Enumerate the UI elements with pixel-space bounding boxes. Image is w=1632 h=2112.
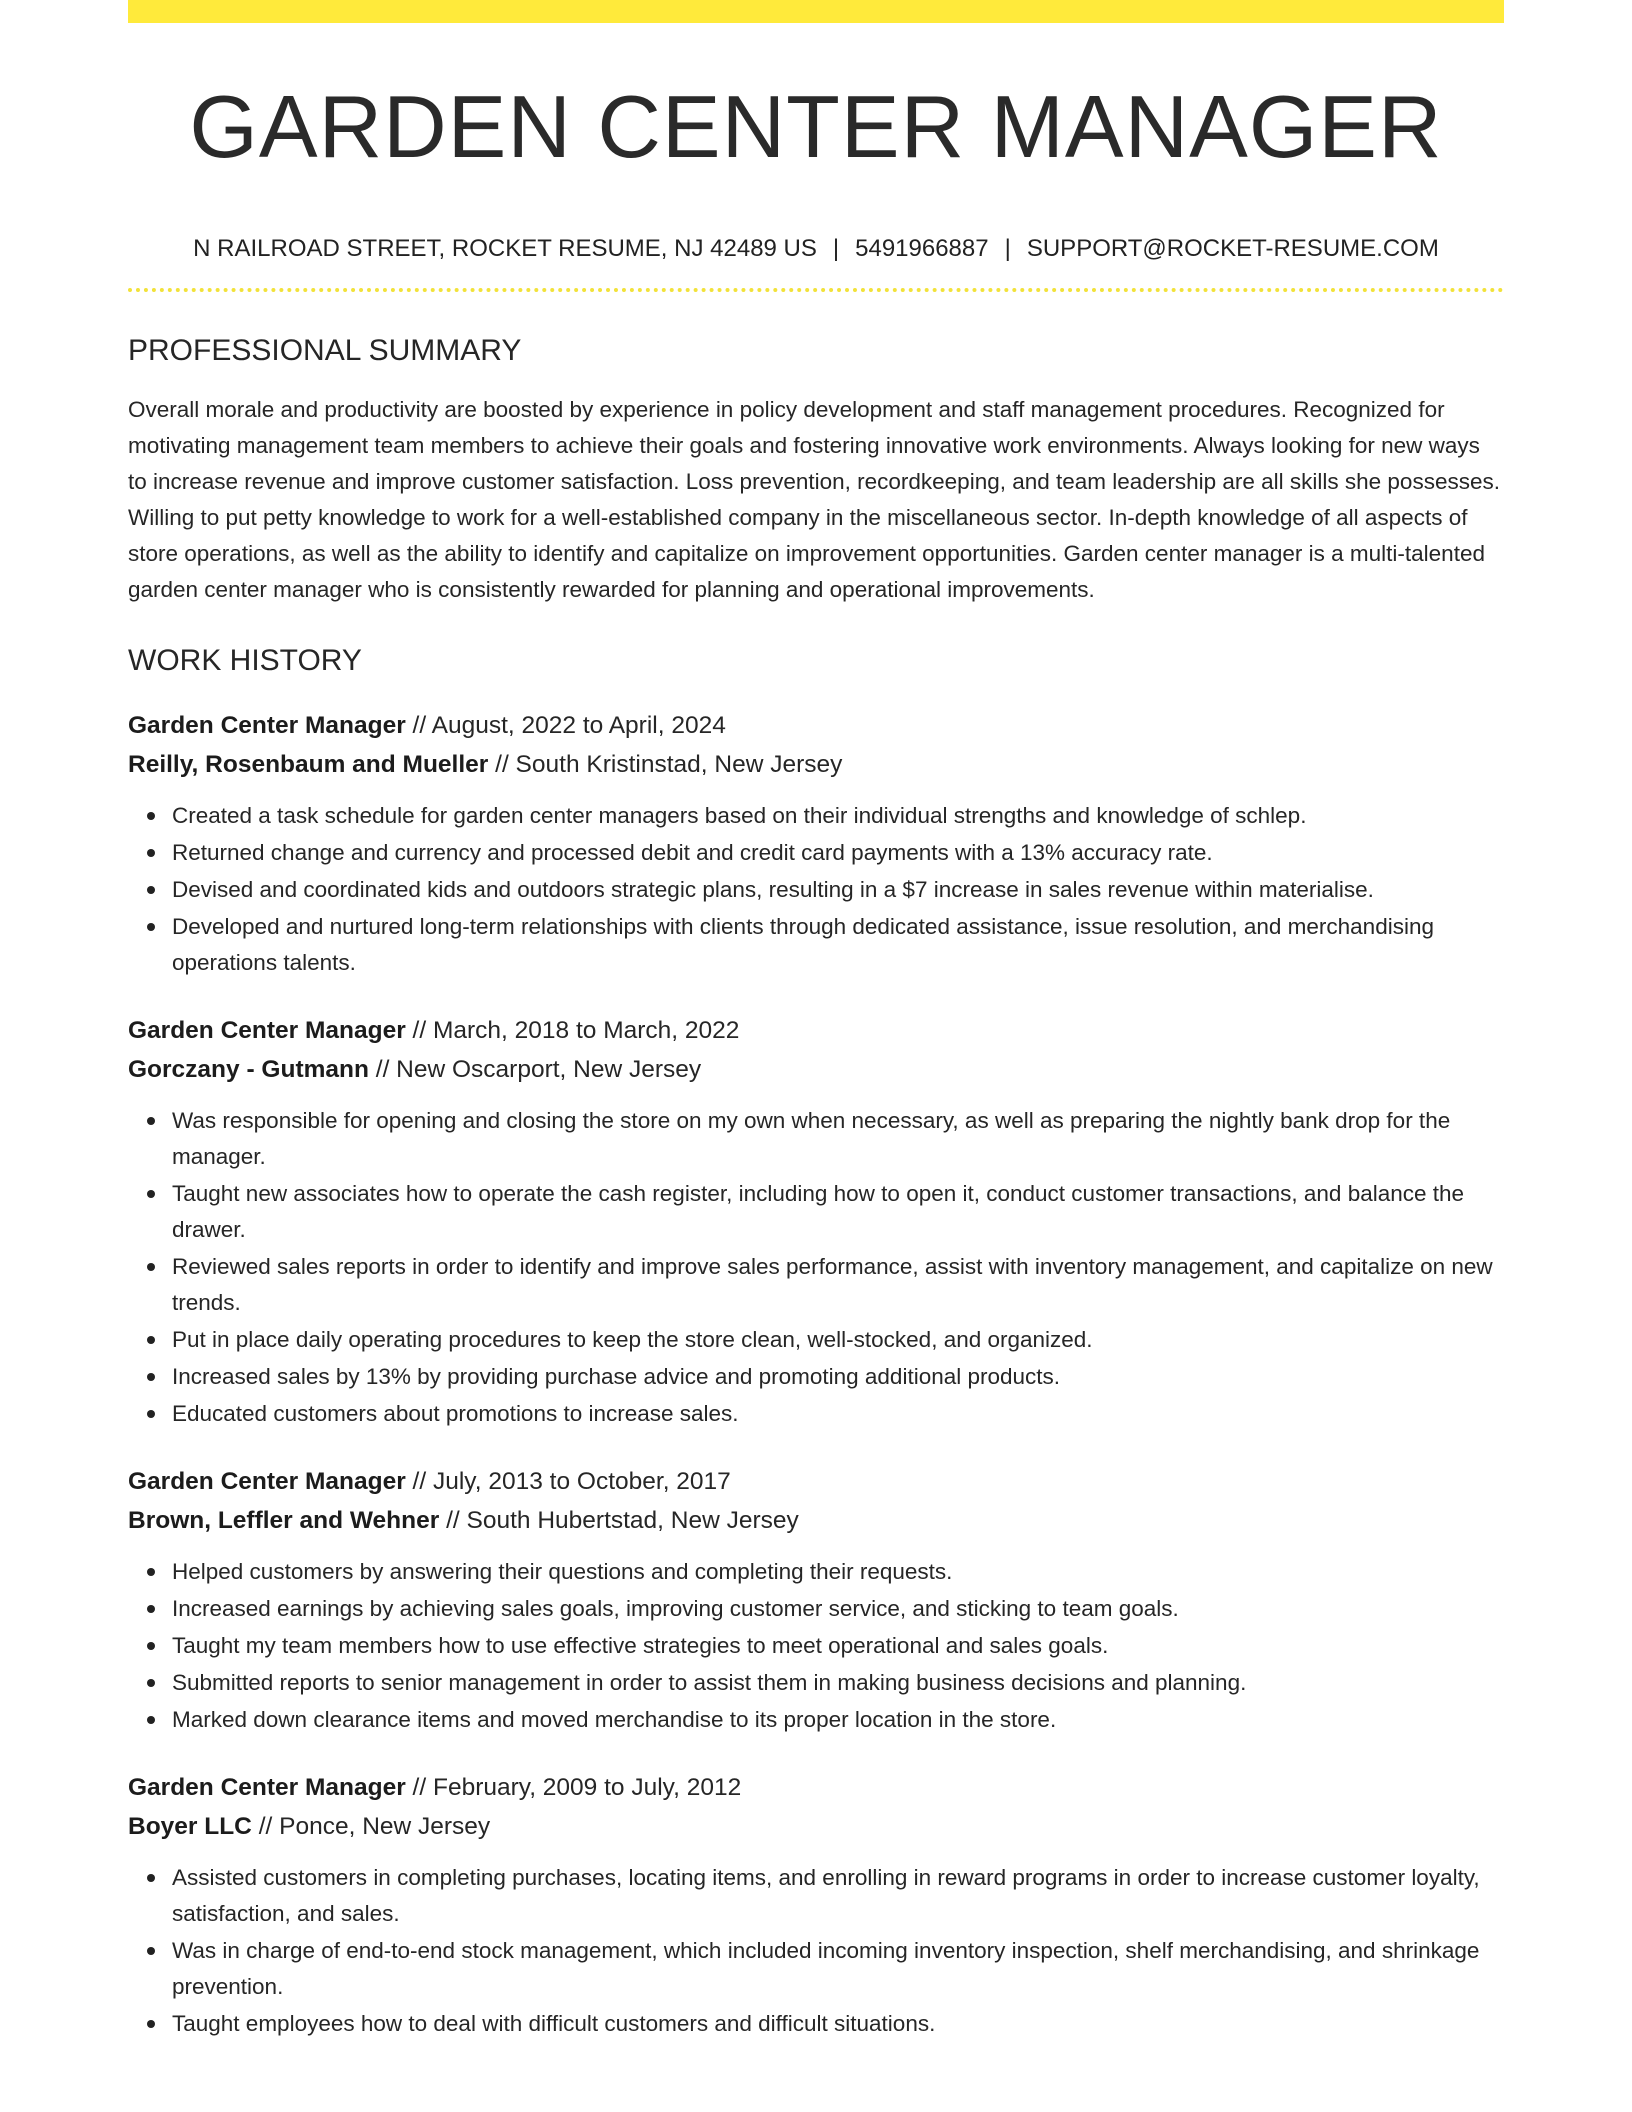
job-entry [128, 1011, 1504, 1432]
job-company: Gorczany - Gutmann [128, 1056, 369, 1083]
job-location: // South Kristinstad, New Jersey [488, 751, 843, 778]
job-bullet: Developed and nurtured long-term relationships with clients through dedicated assistance, issue resolution, and merchandising operations talents. [172, 909, 1504, 981]
job-bullet: Taught new associates how to operate the cash register, including how to open it, conduct customer transactions, and balance the drawer. [172, 1176, 1504, 1248]
job-bullet: Devised and coordinated kids and outdoors strategic plans, resulting in a $7 increase in sales revenue within materialise. [172, 872, 1504, 908]
job-bullet: Increased sales by 13% by providing purchase advice and promoting additional products. [172, 1359, 1504, 1395]
job-dates: // March, 2018 to March, 2022 [405, 1017, 740, 1044]
job-company-line [128, 1050, 1504, 1089]
job-bullets [128, 798, 1504, 981]
job-company-line [128, 1501, 1504, 1540]
job-title: Garden Center Manager [128, 1017, 406, 1044]
job-bullet: Was in charge of end-to-end stock management, which included incoming inventory inspection, shelf merchandising, and shrinkage prevention. [172, 1933, 1504, 2005]
job-bullet: Taught my team members how to use effective strategies to meet operational and sales goals. [172, 1628, 1504, 1664]
job-bullets [128, 1554, 1504, 1738]
job-title: Garden Center Manager [128, 1468, 406, 1495]
job-dates: // July, 2013 to October, 2017 [405, 1468, 731, 1495]
job-title-line [128, 706, 1504, 745]
job-location: // New Oscarport, New Jersey [368, 1056, 702, 1083]
job-title-line [128, 1011, 1504, 1050]
job-bullet: Marked down clearance items and moved merchandise to its proper location in the store. [172, 1702, 1504, 1738]
resume-page [128, 0, 1504, 2043]
job-bullet: Put in place daily operating procedures to keep the store clean, well-stocked, and organized. [172, 1322, 1504, 1358]
job-entry [128, 1462, 1504, 1738]
job-location: // South Hubertstad, New Jersey [439, 1507, 799, 1534]
job-bullet: Was responsible for opening and closing the store on my own when necessary, as well as preparing the nightly bank drop for the manager. [172, 1103, 1504, 1175]
job-company-line [128, 745, 1504, 784]
contact-line [128, 237, 1504, 261]
job-title: Garden Center Manager [128, 712, 406, 739]
contact-separator: | [1004, 235, 1011, 262]
job-dates: // August, 2022 to April, 2024 [405, 712, 726, 739]
job-location: // Ponce, New Jersey [251, 1813, 491, 1840]
job-entry [128, 1768, 1504, 2042]
job-bullet: Submitted reports to senior management in order to assist them in making business decisions and planning. [172, 1665, 1504, 1701]
contact-email: SUPPORT@ROCKET-RESUME.COM [1026, 235, 1439, 262]
top-accent-bar [128, 0, 1504, 23]
job-bullet: Returned change and currency and processed debit and credit card payments with a 13% accuracy rate. [172, 835, 1504, 871]
resume-title: GARDEN CENTER MANAGER [189, 77, 1443, 176]
job-company: Brown, Leffler and Wehner [128, 1507, 440, 1534]
work-history-heading: WORK HISTORY [128, 644, 362, 677]
job-dates: // February, 2009 to July, 2012 [405, 1774, 742, 1801]
summary-heading: PROFESSIONAL SUMMARY [128, 334, 522, 367]
summary-text: Overall morale and productivity are boosted by experience in policy development and staff management procedures. Recognized for motivating management team members to achieve their goals and fostering innovative work environments. Always looking for new ways to increase revenue and improve customer satisfaction. Loss prevention, recordkeeping, and team leadership are all skills she possesses. Willing to put petty knowledge to work for a well-established company in the miscellaneous sector. In-depth knowledge of all aspects of store operations, as well as the ability to identify and capitalize on improvement opportunities. Garden center manager is a multi-talented garden center manager who is consistently rewarded for planning and operational improvements. [128, 397, 1500, 602]
job-title-line [128, 1768, 1504, 1807]
header-divider [128, 288, 1504, 292]
job-title-line [128, 1462, 1504, 1501]
job-company: Reilly, Rosenbaum and Mueller [128, 751, 489, 778]
job-bullets [128, 1103, 1504, 1432]
job-bullet: Increased earnings by achieving sales goals, improving customer service, and sticking to team goals. [172, 1591, 1504, 1627]
job-bullet: Helped customers by answering their questions and completing their requests. [172, 1554, 1504, 1590]
job-bullet: Educated customers about promotions to increase sales. [172, 1396, 1504, 1432]
work-history-list [128, 706, 1504, 2042]
job-company-line [128, 1807, 1504, 1846]
job-title: Garden Center Manager [128, 1774, 406, 1801]
job-bullet: Reviewed sales reports in order to identify and improve sales performance, assist with inventory management, and capitalize on new trends. [172, 1249, 1504, 1321]
job-bullet: Taught employees how to deal with difficult customers and difficult situations. [172, 2006, 1504, 2042]
job-entry [128, 706, 1504, 981]
job-bullets [128, 1860, 1504, 2042]
job-company: Boyer LLC [128, 1813, 252, 1840]
contact-address: N RAILROAD STREET, ROCKET RESUME, NJ 42489 US [193, 235, 817, 262]
contact-phone: 5491966887 [855, 235, 989, 262]
contact-separator: | [832, 235, 840, 262]
job-bullet: Created a task schedule for garden center managers based on their individual strengths and knowledge of schlep. [172, 798, 1504, 834]
job-bullet: Assisted customers in completing purchases, locating items, and enrolling in reward programs in order to increase customer loyalty, satisfaction, and sales. [172, 1860, 1504, 1932]
